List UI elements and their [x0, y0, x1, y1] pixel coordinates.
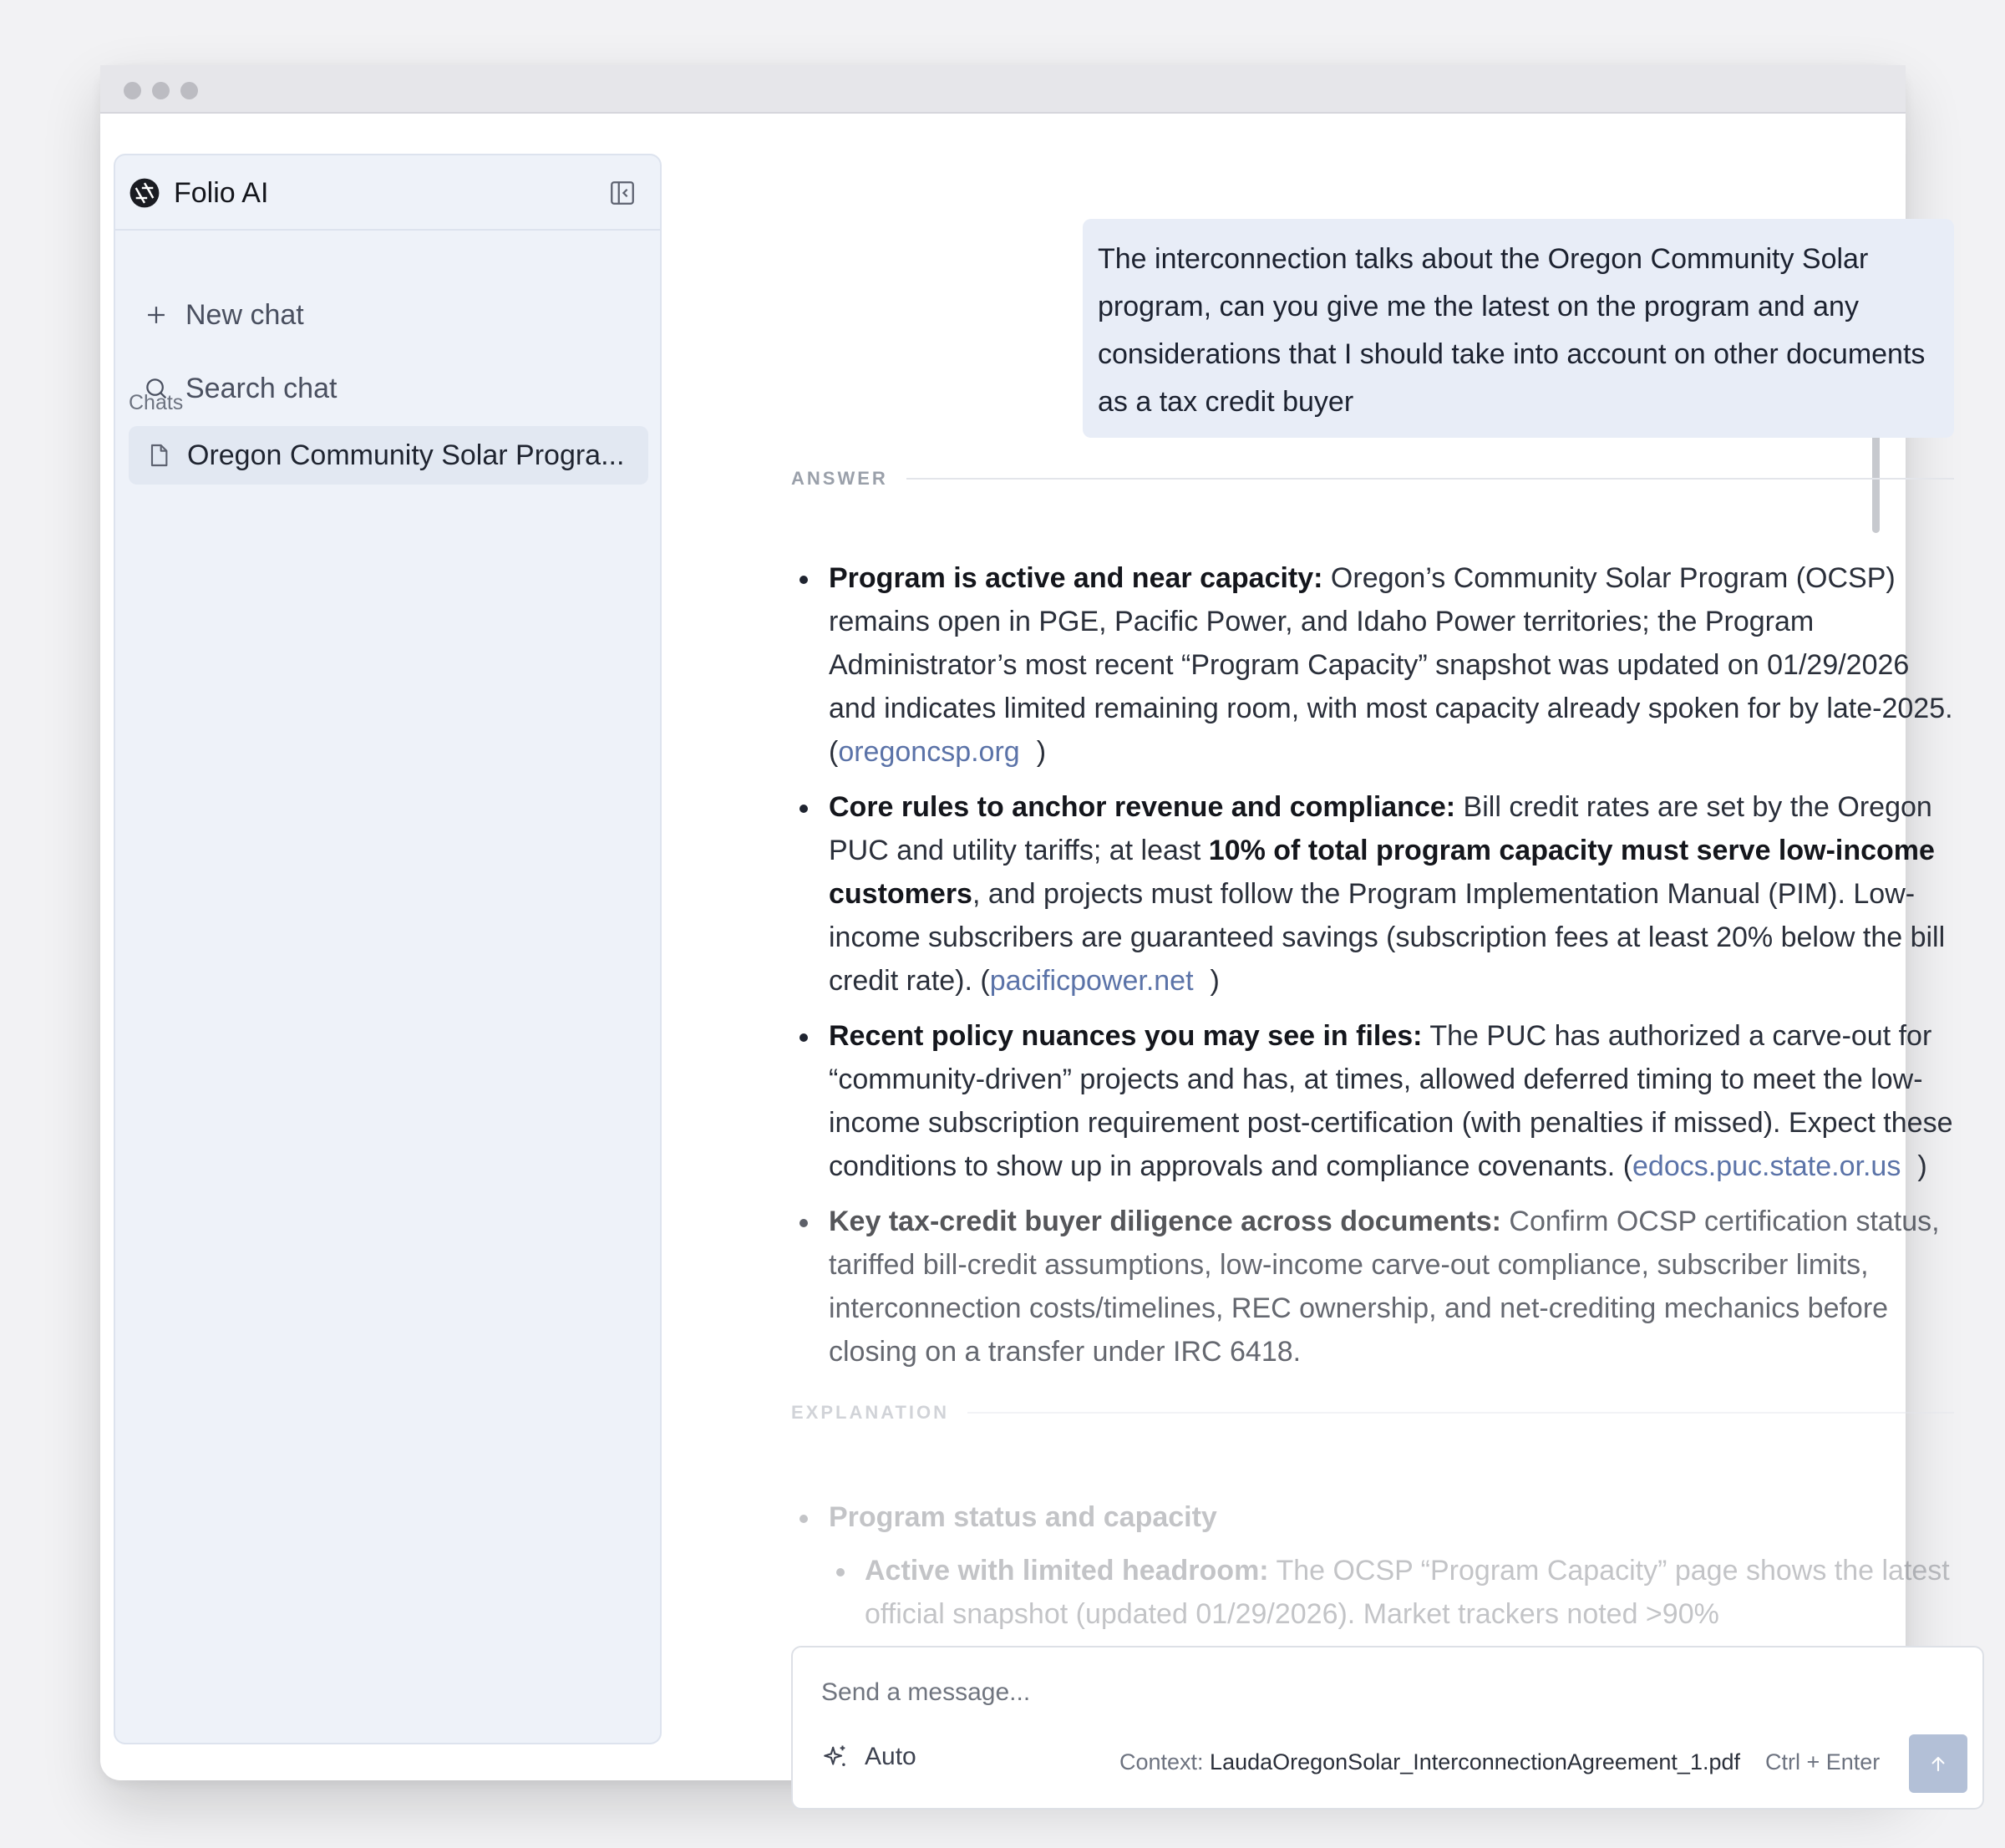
- answer-item-text: The PUC has authorized a carve-out for “community-driven” projects and has, at times, allowed deferred timing to meet the low-income subscription requirement post-certification (with penalties if missed). Expect these conditions to show up in approvals and compliance covenants. (: [829, 1020, 1953, 1182]
- answer-item-text: Oregon’s Community Solar Program (OCSP) remains open in PGE, Pacific Power, and Idaho Power territories; the Program Administrator’s most recent “Program Capacity” snapshot was updated on 01/29/2026 and indicates limited remaining room, with most capacity already spoken for by late-2025. (: [829, 562, 1953, 768]
- message-composer: [791, 1646, 1984, 1810]
- context-indicator: [1119, 1749, 1740, 1775]
- explanation-sublist: [828, 1549, 1954, 1636]
- source-close-paren: ): [1210, 965, 1220, 997]
- answer-header-label: ANSWER: [791, 468, 888, 489]
- explanation-subitem: [828, 1549, 1954, 1636]
- mode-label: Auto: [865, 1743, 916, 1770]
- aperture-logo-icon: [129, 177, 160, 209]
- answer-item-heading: Core rules to anchor revenue and compliance:: [829, 791, 1456, 823]
- answer-item: [791, 1014, 1954, 1188]
- divider: [906, 478, 1954, 480]
- context-label: Context:: [1119, 1749, 1204, 1774]
- chat-list-item-title: Oregon Community Solar Progra...: [187, 439, 625, 471]
- sidebar: [114, 154, 662, 1744]
- mode-selector[interactable]: [821, 1743, 916, 1771]
- context-file-name[interactable]: LaudaOregonSolar_InterconnectionAgreement_1.pdf: [1210, 1749, 1740, 1774]
- explanation-list: [791, 1495, 1954, 1636]
- answer-item-emphasis: 10% of total program capacity must serve low-income customers: [829, 835, 1935, 910]
- window-maximize-dot[interactable]: [180, 82, 198, 99]
- answer-item: [791, 1200, 1954, 1373]
- answer-item-heading: Program is active and near capacity:: [829, 562, 1323, 594]
- app-name: Folio AI: [174, 177, 269, 209]
- user-message: The interconnection talks about the Oregon Community Solar program, can you give me the latest on the program and any considerations that I should take into account on other documents as a tax credit buyer: [1083, 219, 1954, 438]
- document-icon: [145, 441, 172, 470]
- chat-list-item[interactable]: [129, 426, 648, 485]
- search-chat-label: Search chat: [185, 372, 338, 404]
- source-link[interactable]: pacificpower.net: [989, 965, 1194, 997]
- sidebar-header: [115, 155, 660, 231]
- answer-list: [791, 556, 1954, 1385]
- source-link[interactable]: edocs.puc.state.or.us: [1632, 1150, 1901, 1182]
- window-minimize-dot[interactable]: [152, 82, 170, 99]
- answer-item-text: , and projects must follow the Program Implementation Manual (PIM). Low-income subscribers are guaranteed savings (subscription fees at least 20% below the bill credit rate). (: [829, 878, 1946, 997]
- answer-item-heading: Key tax-credit buyer diligence across documents:: [829, 1206, 1501, 1237]
- source-close-paren: ): [1917, 1150, 1927, 1182]
- answer-item-heading: Recent policy nuances you may see in files:: [829, 1020, 1423, 1052]
- explanation-item-heading: Program status and capacity: [829, 1501, 1217, 1533]
- explanation-subitem-heading: Active with limited headroom:: [865, 1555, 1269, 1587]
- explanation-header: [791, 1402, 1954, 1424]
- conversation-panel: [677, 114, 1953, 1780]
- send-button[interactable]: [1909, 1734, 1967, 1793]
- explanation-header-label: EXPLANATION: [791, 1402, 950, 1423]
- answer-item-text: Bill credit rates are set by the Oregon PUC and utility tariffs; at least: [829, 791, 1932, 866]
- answer-item-text: Confirm OCSP certification status, tariffed bill-credit assumptions, low-income carve-out compliance, subscriber limits, interconnection costs/timelines, REC ownership, and net-crediting mechanics before closing on a transfer under IRC 6418.: [829, 1206, 1940, 1368]
- collapse-sidebar-icon[interactable]: [608, 179, 637, 207]
- explanation-item: [791, 1495, 1954, 1636]
- answer-item: [791, 556, 1954, 774]
- divider: [967, 1412, 1954, 1414]
- source-close-paren: ): [1036, 736, 1047, 768]
- message-input[interactable]: [821, 1674, 1957, 1711]
- send-shortcut-hint: Ctrl + Enter: [1765, 1749, 1881, 1774]
- source-link[interactable]: oregoncsp.org: [838, 736, 1020, 768]
- plus-icon: [142, 301, 170, 329]
- new-chat-label: New chat: [185, 298, 304, 331]
- answer-item: [791, 785, 1954, 1003]
- window-titlebar: [100, 65, 1906, 114]
- explanation-subitem-text: The OCSP “Program Capacity” page shows the latest official snapshot (updated 01/29/2026). Market trackers noted >90%: [865, 1555, 1950, 1630]
- new-chat-button[interactable]: [142, 294, 304, 336]
- app-window: [100, 65, 1953, 1780]
- arrow-up-icon: [1926, 1752, 1950, 1775]
- chats-section-label: Chats: [129, 391, 184, 414]
- answer-header: [791, 468, 1954, 490]
- window-close-dot[interactable]: [124, 82, 141, 99]
- sparkle-icon: [821, 1743, 850, 1771]
